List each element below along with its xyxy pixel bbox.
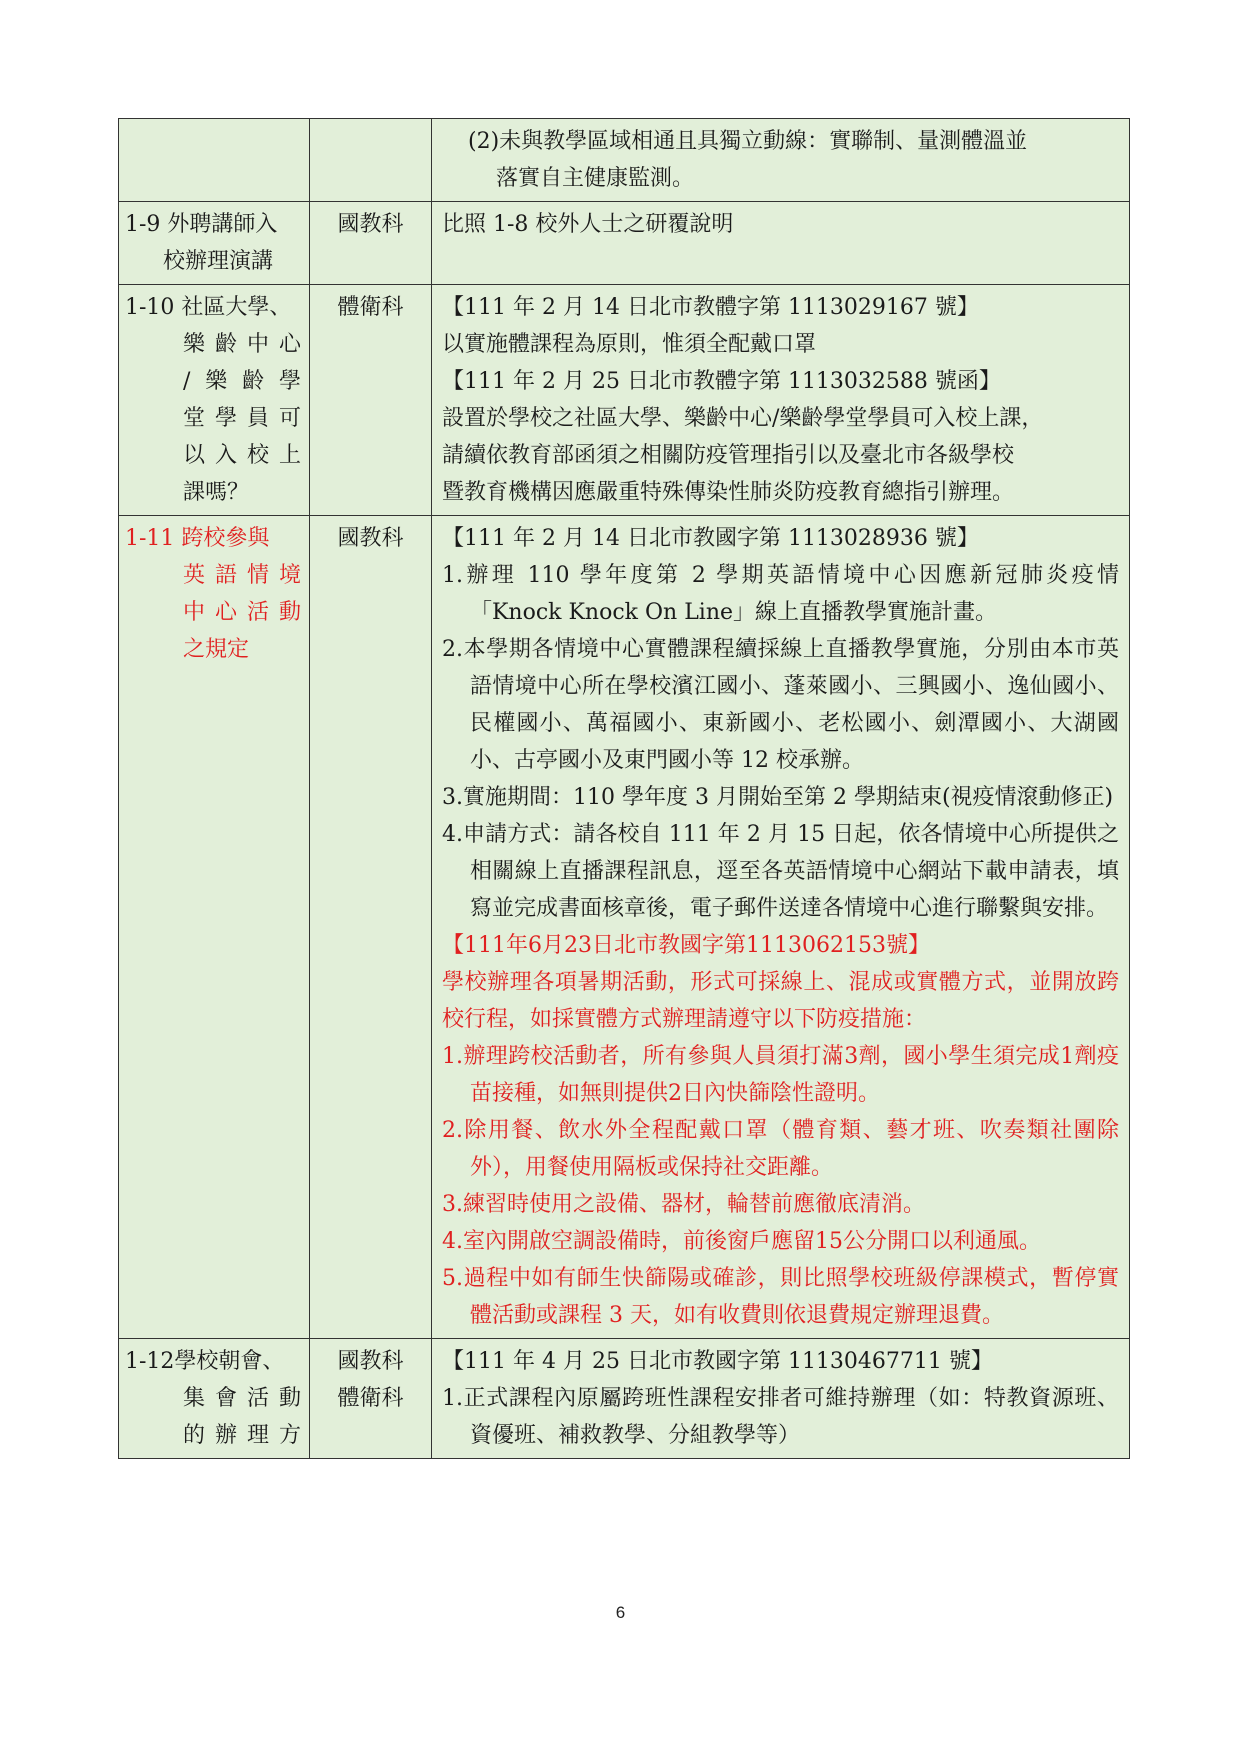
- department-label: 國教科: [337, 1349, 404, 1374]
- document-reference: 【111 年 2 月 14 日北市教體字第 1113029167 號】: [442, 295, 979, 320]
- content-line: 比照 1-8 校外人士之研覆說明: [442, 212, 734, 237]
- regulation-table: [118, 118, 1130, 1459]
- content-line: 落實自主健康監測。: [496, 166, 695, 191]
- topic-cell: [119, 119, 310, 202]
- document-reference: 【111 年 2 月 14 日北市教國字第 1113028936 號】: [442, 526, 979, 551]
- list-item: 3.練習時使用之設備、器材，輪替前應徹底清消。: [442, 1192, 925, 1217]
- topic-label: 以入校上: [183, 443, 301, 468]
- content-line: (2)未與教學區域相通且具獨立動線：實聯制、量測體溫並: [468, 129, 1028, 154]
- topic-label: 1-10 社區大學、: [125, 295, 292, 320]
- topic-label: 1-12學校朝會、: [125, 1349, 285, 1374]
- topic-label: 的辦理方: [183, 1423, 301, 1448]
- topic-label: 英語情境: [183, 563, 301, 588]
- topic-label: /樂齡學: [183, 369, 301, 394]
- department-cell: [310, 1339, 432, 1459]
- department-label: 體衛科: [337, 295, 404, 320]
- content-line: 以實施體課程為原則，惟須全配戴口罩: [442, 332, 817, 357]
- department-cell: [310, 285, 432, 516]
- list-item: 4.申請方式：請各校自 111 年 2 月 15 日起，依各情境中心所提供之相關線上直播課程訊息，逕至各英語情境中心網站下載申請表，填寫並完成書面核章後，電子郵件送達各情境中心進行聯繫與安排。: [442, 822, 1119, 921]
- topic-label: 1-9 外聘講師入: [125, 212, 278, 237]
- content-line: 暨教育機構因應嚴重特殊傳染性肺炎防疫教育總指引辦理。: [442, 480, 1015, 505]
- department-label: 體衛科: [337, 1386, 404, 1411]
- topic-label: 校辦理演講: [163, 249, 274, 274]
- content-cell: [432, 516, 1130, 1339]
- list-item: 1.正式課程內原屬跨班性課程安排者可維持辦理（如：特教資源班、資優班、補救教學、分組教學等）: [442, 1386, 1119, 1448]
- table-row: [119, 202, 1130, 285]
- table-row: [119, 119, 1130, 202]
- topic-cell: [119, 285, 310, 516]
- content-cell: [432, 1339, 1130, 1459]
- document-reference: 【111 年 4 月 25 日北市教國字第 11130467711 號】: [442, 1349, 993, 1374]
- department-label: 國教科: [337, 212, 404, 237]
- list-item: 4.室內開啟空調設備時，前後窗戶應留15公分開口以利通風。: [442, 1229, 1041, 1254]
- topic-cell: [119, 202, 310, 285]
- topic-label: 1-11 跨校參與: [125, 526, 270, 551]
- list-item: 2.本學期各情境中心實體課程續採線上直播教學實施，分別由本市英語情境中心所在學校濱江國小、蓬萊國小、三興國小、逸仙國小、民權國小、萬福國小、東新國小、老松國小、劍潭國小、大湖國小、古亭國小及東門國小等 12 校承辦。: [442, 637, 1119, 773]
- content-cell: [432, 119, 1130, 202]
- department-cell: [310, 202, 432, 285]
- list-item: 1.辦理跨校活動者，所有參與人員須打滿3劑，國小學生須完成1劑疫苗接種，如無則提供2日內快篩陰性證明。: [442, 1044, 1119, 1106]
- topic-label: 堂學員可: [183, 406, 301, 431]
- topic-label: 樂齡中心: [183, 332, 301, 357]
- department-cell: [310, 119, 432, 202]
- page-number: 6: [615, 1603, 626, 1622]
- topic-cell: [119, 516, 310, 1339]
- list-item: 5.過程中如有師生快篩陽或確診，則比照學校班級停課模式，暫停實體活動或課程 3 天，如有收費則依退費規定辦理退費。: [442, 1266, 1119, 1328]
- content-line: 設置於學校之社區大學、樂齡中心/樂齡學堂學員可入校上課，: [442, 406, 1044, 431]
- topic-label: 中心活動: [183, 600, 301, 625]
- list-item: 2.除用餐、飲水外全程配戴口罩（體育類、藝才班、吹奏類社團除外），用餐使用隔板或保持社交距離。: [442, 1118, 1119, 1180]
- list-item: 1.辦理 110 學年度第 2 學期英語情境中心因應新冠肺炎疫情「Knock Knock On Line」線上直播教學實施計畫。: [442, 563, 1119, 625]
- department-cell: [310, 516, 432, 1339]
- table-row: [119, 1339, 1130, 1459]
- department-label: 國教科: [337, 526, 404, 551]
- content-paragraph: 學校辦理各項暑期活動，形式可採線上、混成或實體方式，並開放跨校行程，如採實體方式辦理請遵守以下防疫措施：: [442, 970, 1119, 1032]
- content-cell: [432, 285, 1130, 516]
- topic-label: 課嗎？: [183, 480, 250, 505]
- list-item: 3.實施期間：110 學年度 3 月開始至第 2 學期結束(視疫情滾動修正): [442, 785, 1114, 810]
- table-row: [119, 516, 1130, 1339]
- topic-label: 集會活動: [183, 1386, 301, 1411]
- document-reference: 【111 年 2 月 25 日北市教體字第 1113032588 號函】: [442, 369, 1001, 394]
- document-reference: 【111年6月23日北市教國字第1113062153號】: [442, 933, 930, 958]
- topic-label: 之規定: [183, 637, 250, 662]
- table-row: [119, 285, 1130, 516]
- content-cell: [432, 202, 1130, 285]
- topic-cell: [119, 1339, 310, 1459]
- content-line: 請續依教育部函須之相關防疫管理指引以及臺北市各級學校: [442, 443, 1015, 468]
